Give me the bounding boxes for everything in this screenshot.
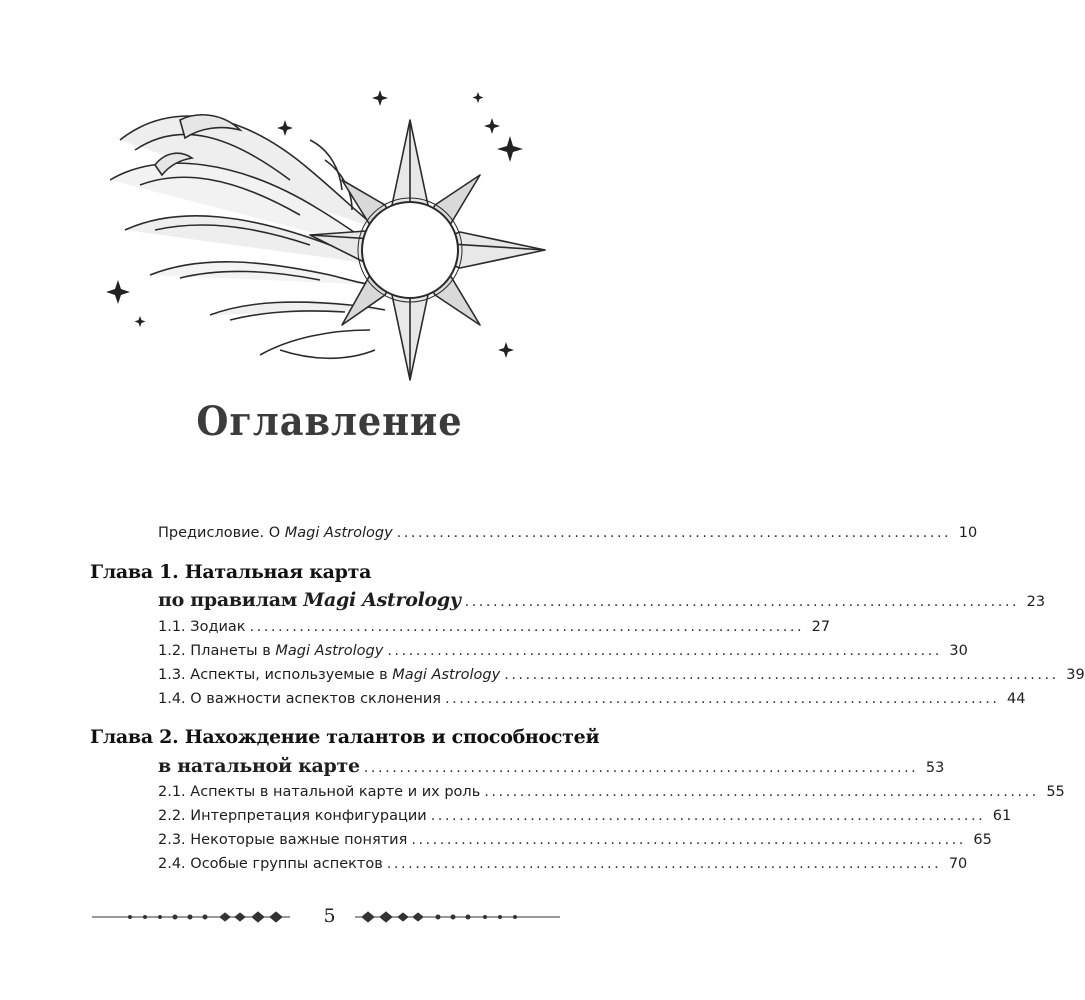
toc-page-number: 23	[1026, 594, 1046, 610]
toc-page-number: 44	[1007, 691, 1026, 707]
toc-page-number: 27	[811, 619, 831, 635]
toc-entry-preface[interactable]	[158, 525, 978, 541]
toc-entry-2-2[interactable]: 2.2. Интерпретация конфигурации .............................................................................. 61	[158, 808, 1012, 824]
toc-entry-1-3[interactable]: 1.3. Аспекты, используемые в Magi Astrology .............................................................................. 39	[158, 667, 1085, 683]
dot-leader: ..............................................................................	[504, 667, 1059, 683]
dot-leader: ..............................................................................	[444, 691, 1000, 707]
toc-page-number: 30	[949, 643, 968, 659]
toc-entry-2-3[interactable]: 2.3. Некоторые важные понятия .............................................................................. 65	[158, 832, 992, 848]
toc-entry-label: Предисловие. О Magi Astrology	[158, 525, 393, 541]
page-number: 5	[323, 905, 336, 927]
page-title: Оглавление	[196, 398, 463, 445]
toc-page-number: 55	[1046, 784, 1065, 800]
dot-leader: ..............................................................................	[464, 594, 1020, 610]
toc-page-number: 70	[948, 856, 968, 872]
dot-leader: ..............................................................................	[396, 525, 952, 541]
toc-page-number: 61	[992, 808, 1012, 824]
dot-leader: ..............................................................................	[430, 808, 986, 824]
toc-page-number: 53	[925, 760, 945, 776]
toc-page-number: 10	[958, 525, 978, 541]
toc-entry-2-1[interactable]: 2.1. Аспекты в натальной карте и их роль .............................................................................. 55	[158, 784, 1065, 800]
toc-page-number: 65	[973, 832, 992, 848]
toc-page-number: 39	[1066, 667, 1085, 683]
toc-entry-1-2[interactable]: 1.2. Планеты в Magi Astrology .............................................................................. 30	[158, 643, 968, 659]
toc-entry-1-1[interactable]: 1.1. Зодиак .............................................................................. 27	[158, 619, 831, 635]
dot-leader: ..............................................................................	[363, 760, 919, 776]
toc-entry-1-4[interactable]: 1.4. О важности аспектов склонения .............................................................................. 44	[158, 691, 1026, 707]
chapter-2-heading[interactable]: Глава 2. Нахождение талантов и способностей	[90, 726, 600, 748]
chapter-2-heading-line2[interactable]: в натальной карте .............................................................................. 53	[158, 755, 945, 777]
toc-entry-2-4[interactable]: 2.4. Особые группы аспектов .............................................................................. 70	[158, 856, 968, 872]
dot-leader: ..............................................................................	[386, 856, 942, 872]
chapter-1-heading-line2[interactable]: по правилам Magi Astrology .............................................................................. 23	[158, 589, 1046, 611]
dot-leader: ..............................................................................	[484, 784, 1039, 800]
dot-leader: ..............................................................................	[411, 832, 966, 848]
chapter-1-heading[interactable]: Глава 1. Натальная карта	[90, 561, 372, 583]
dot-leader: ..............................................................................	[387, 643, 942, 659]
dot-leader: ..............................................................................	[249, 619, 805, 635]
